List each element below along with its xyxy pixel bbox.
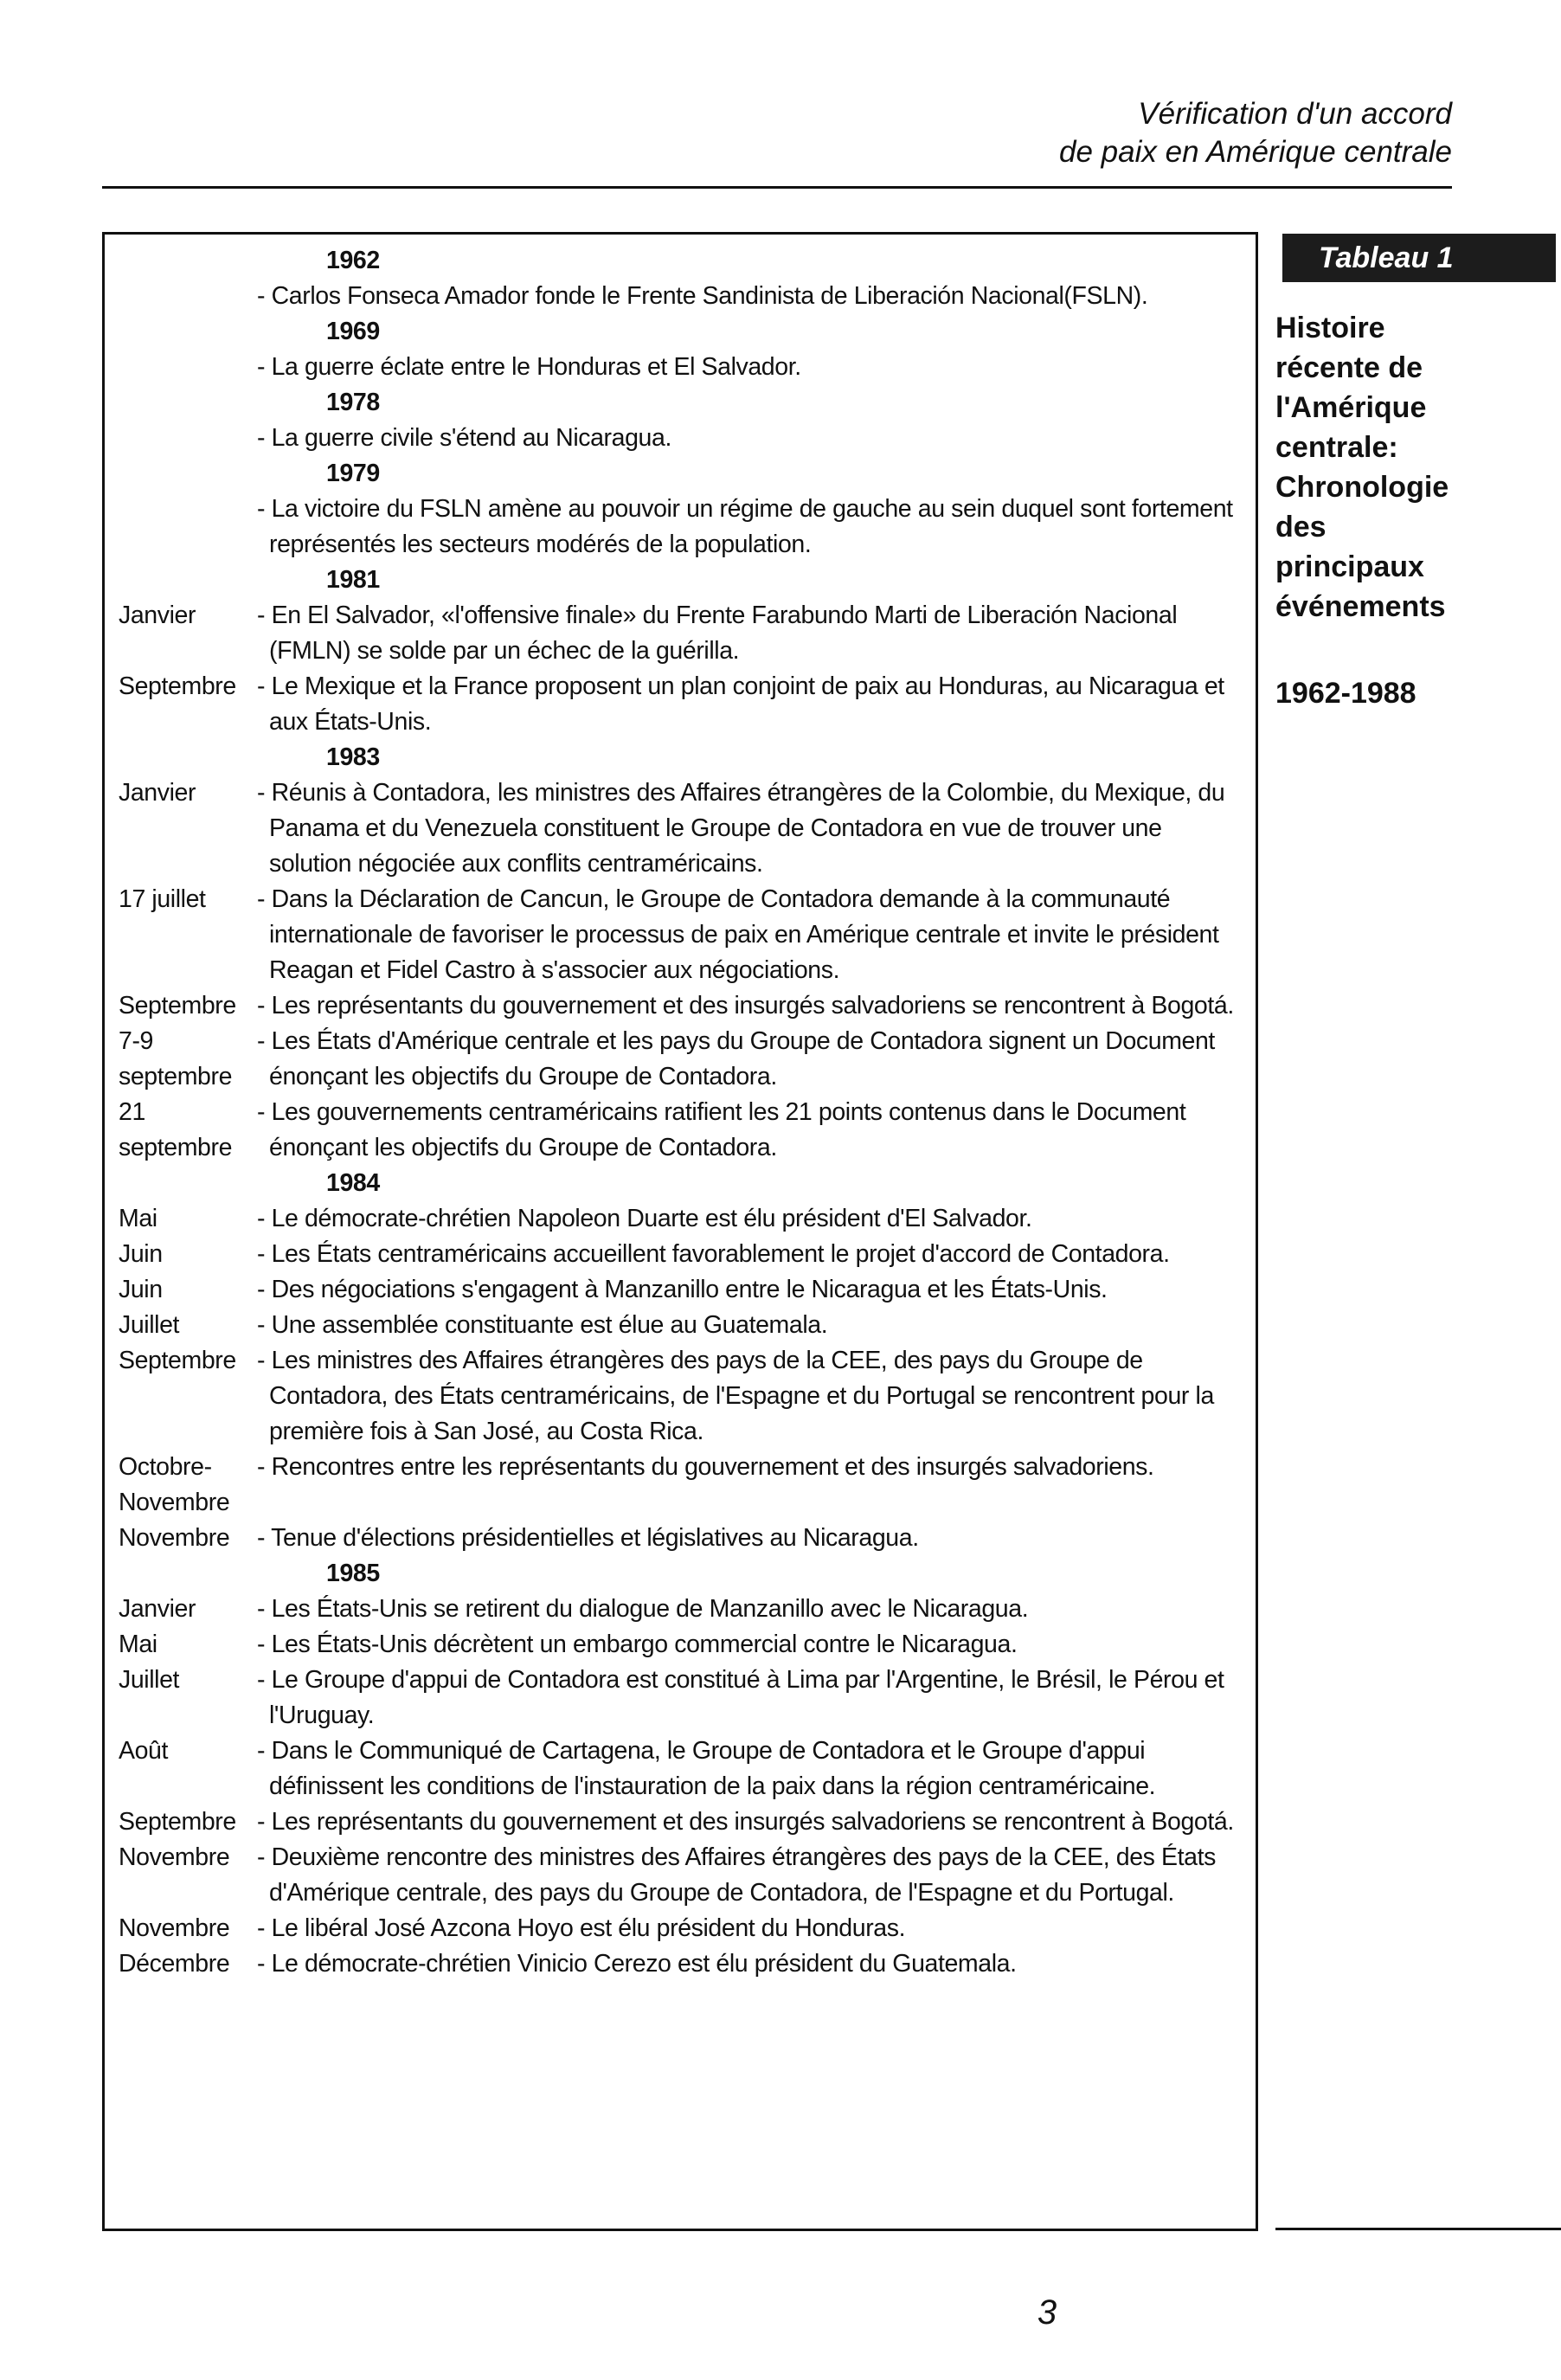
entry-description: - Une assemblée constituante est élue au Guatemala. (257, 1311, 828, 1339)
entry-description: - Les ministres des Affaires étrangères des pays de la CEE, des pays du Groupe de Contadora, des États centraméricains, de l'Espagne et du Portugal se rencontrent pour la première fois à San José, au Costa Rica. (257, 1347, 1214, 1445)
chronology-entry (119, 598, 1243, 669)
entry-description: - Les États-Unis se retirent du dialogue de Manzanillo avec le Nicaragua. (257, 1595, 1029, 1623)
entry-description: - Réunis à Contadora, les ministres des Affaires étrangères de la Colombie, du Mexique, du Panama et du Venezuela constituent le Groupe de Contadora en vue de trouver une solution négociée aux conflits centraméricains. (257, 779, 1225, 878)
entry-description: - La guerre civile s'étend au Nicaragua. (257, 424, 671, 452)
chronology-table (102, 232, 1258, 2231)
entry-date: Juillet (119, 1311, 180, 1339)
chronology-list (119, 243, 1243, 1982)
entry-date: Septembre (119, 1347, 236, 1374)
table-title: Histoire récente de l'Amérique centrale: Chronologie des principaux événements (1275, 312, 1449, 623)
entry-description: - Le démocrate-chrétien Napoleon Duarte est élu président d'El Salvador. (257, 1205, 1032, 1232)
chronology-entry (119, 1343, 1243, 1450)
chronology-entry (119, 1663, 1243, 1734)
year-heading: 1985 (326, 1560, 380, 1587)
chronology-entry (119, 1095, 1243, 1166)
entry-date: 7-9 septembre (119, 1027, 233, 1090)
entry-description: - En El Salvador, «l'offensive finale» du Frente Farabundo Marti de Liberación Nacional (FMLN) se solde par un échec de la guérilla. (257, 601, 1178, 665)
entry-description: - Les États-Unis décrètent un embargo commercial contre le Nicaragua. (257, 1631, 1018, 1658)
table-date-range: 1962-1988 (1275, 677, 1416, 710)
entry-date: Mai (119, 1631, 157, 1658)
year-heading: 1969 (326, 318, 380, 345)
entry-description: - Le libéral José Azcona Hoyo est élu président du Honduras. (257, 1914, 906, 1942)
chronology-entry (119, 1237, 1243, 1272)
chronology-entry (119, 1946, 1243, 1982)
chronology-entry (119, 1734, 1243, 1804)
entry-description: - Le Groupe d'appui de Contadora est constitué à Lima par l'Argentine, le Brésil, le Pérou et l'Uruguay. (257, 1666, 1224, 1729)
entry-description: - Le démocrate-chrétien Vinicio Cerezo est élu président du Guatemala. (257, 1950, 1017, 1978)
table-label-tag: Tableau 1 (1282, 234, 1556, 282)
entry-description: - Rencontres entre les représentants du gouvernement et des insurgés salvadoriens. (257, 1453, 1154, 1481)
entry-description: - Les représentants du gouvernement et des insurgés salvadoriens se rencontrent à Bogotá. (257, 992, 1234, 1020)
year-heading: 1984 (326, 1169, 380, 1197)
header-divider (102, 186, 1452, 189)
running-header-line-1: Vérification d'un accord (1138, 97, 1452, 131)
chronology-entry (119, 421, 1243, 456)
entry-description: - Dans la Déclaration de Cancun, le Groupe de Contadora demande à la communauté internationale de favoriser le processus de paix en Amérique centrale et invite le président Reagan et Fidel Castro à s'associer aux négociations. (257, 885, 1219, 984)
entry-date: Novembre (119, 1914, 230, 1942)
year-heading: 1979 (326, 460, 380, 487)
chronology-entry (119, 1840, 1243, 1911)
year-heading: 1962 (326, 247, 380, 274)
entry-date: Novembre (119, 1843, 230, 1871)
entry-date: Décembre (119, 1950, 230, 1978)
chronology-entry (119, 279, 1243, 314)
entry-date: 17 juillet (119, 885, 206, 913)
entry-description: - Tenue d'élections présidentielles et législatives au Nicaragua. (257, 1524, 919, 1552)
chronology-entry (119, 492, 1243, 563)
chronology-entry (119, 669, 1243, 740)
chronology-entry (119, 988, 1243, 1024)
chronology-entry (119, 1521, 1243, 1556)
chronology-entry (119, 1201, 1243, 1237)
entry-description: - La guerre éclate entre le Honduras et El Salvador. (257, 353, 801, 381)
entry-date: Novembre (119, 1524, 230, 1552)
entry-date: Août (119, 1737, 169, 1765)
entry-description: - Carlos Fonseca Amador fonde le Frente Sandinista de Liberación Nacional(FSLN). (257, 282, 1148, 310)
entry-date: Octobre- Novembre (119, 1453, 230, 1516)
chronology-entry (119, 1450, 1243, 1521)
page-number: 3 (1037, 2293, 1057, 2332)
chronology-entry (119, 1804, 1243, 1840)
year-heading: 1978 (326, 389, 380, 416)
chronology-entry (119, 1627, 1243, 1663)
year-heading: 1983 (326, 743, 380, 771)
entry-date: Mai (119, 1205, 157, 1232)
year-heading: 1981 (326, 566, 380, 594)
entry-date: Janvier (119, 1595, 196, 1623)
entry-date: Juin (119, 1276, 163, 1303)
chronology-entry (119, 1308, 1243, 1343)
entry-description: - La victoire du FSLN amène au pouvoir un régime de gauche au sein duquel sont fortement représentés les secteurs modérés de la population. (257, 495, 1233, 558)
entry-description: - Les États d'Amérique centrale et les pays du Groupe de Contadora signent un Document énonçant les objectifs du Groupe de Contadora. (257, 1027, 1215, 1090)
entry-description: - Le Mexique et la France proposent un plan conjoint de paix au Honduras, au Nicaragua et aux États-Unis. (257, 672, 1224, 736)
chronology-entry (119, 882, 1243, 988)
entry-date: 21 septembre (119, 1098, 233, 1161)
chronology-entry (119, 1592, 1243, 1627)
running-header-line-2: de paix en Amérique centrale (1059, 135, 1452, 169)
chronology-entry (119, 1911, 1243, 1946)
entry-date: Septembre (119, 992, 236, 1020)
entry-date: Septembre (119, 672, 236, 700)
entry-description: - Dans le Communiqué de Cartagena, le Groupe de Contadora et le Groupe d'appui définissent les conditions de l'instauration de la paix dans la région centraméricaine. (257, 1737, 1156, 1800)
entry-description: - Des négociations s'engagent à Manzanillo entre le Nicaragua et les États-Unis. (257, 1276, 1108, 1303)
chronology-entry (119, 1024, 1243, 1095)
entry-description: - Les représentants du gouvernement et des insurgés salvadoriens se rencontrent à Bogotá. (257, 1808, 1234, 1836)
entry-description: - Deuxième rencontre des ministres des Affaires étrangères des pays de la CEE, des États d'Amérique centrale, des pays du Groupe de Contadora, de l'Espagne et du Portugal. (257, 1843, 1217, 1907)
entry-date: Janvier (119, 601, 196, 629)
sidebar-divider (1275, 2228, 1561, 2230)
chronology-entry (119, 350, 1243, 385)
chronology-entry (119, 775, 1243, 882)
entry-date: Septembre (119, 1808, 236, 1836)
entry-date: Juin (119, 1240, 163, 1268)
running-header (846, 95, 1452, 171)
chronology-entry (119, 1272, 1243, 1308)
entry-date: Janvier (119, 779, 196, 807)
entry-date: Juillet (119, 1666, 180, 1694)
entry-description: - Les États centraméricains accueillent favorablement le projet d'accord de Contadora. (257, 1240, 1170, 1268)
entry-description: - Les gouvernements centraméricains ratifient les 21 points contenus dans le Document énonçant les objectifs du Groupe de Contadora. (257, 1098, 1186, 1161)
